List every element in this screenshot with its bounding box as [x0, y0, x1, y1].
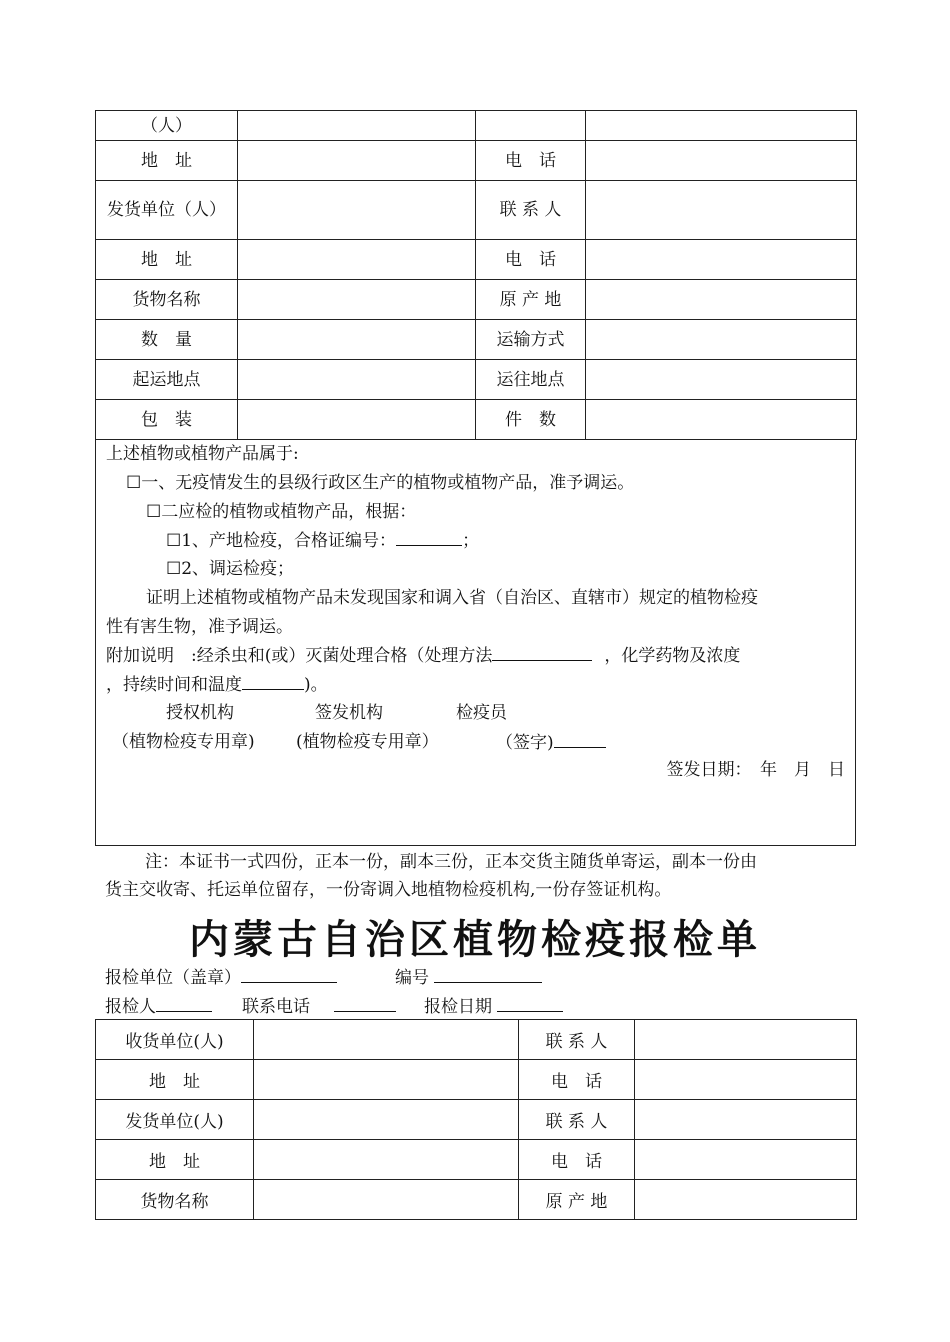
value-cell[interactable] [586, 400, 857, 440]
table-row [96, 141, 857, 181]
table-row [96, 1100, 857, 1140]
value-cell[interactable] [635, 1060, 857, 1100]
signature-blank[interactable] [554, 731, 606, 748]
note-line-2: 货主交收寄、托运单位留存，一份寄调入地植物检疫机构,一份存签证机构。 [105, 880, 672, 900]
proof-line-2: 性有害生物，准予调运。 [106, 617, 293, 637]
row-label [476, 111, 586, 141]
value-cell[interactable] [635, 1100, 857, 1140]
row-label: 电 话 [476, 240, 586, 280]
value-cell[interactable] [586, 320, 857, 360]
semicolon: ； [462, 531, 480, 551]
value-cell[interactable] [238, 400, 476, 440]
proof-line-1: 证明上述植物或植物产品未发现国家和调入省（自治区、直辖市）规定的植物检疫 [146, 588, 758, 608]
table-row [96, 360, 857, 400]
table-row [96, 280, 857, 320]
table-row [96, 320, 857, 360]
row-label: 地 址 [96, 240, 238, 280]
reporter-blank[interactable] [156, 995, 212, 1012]
row-label: 件 数 [476, 400, 586, 440]
row-label: 联 系 人 [519, 1020, 635, 1060]
row-label: 联 系 人 [476, 181, 586, 240]
phone-field [242, 995, 396, 1018]
row-label: 运输方式 [476, 320, 586, 360]
authorized-agency-label: 授权机构 [166, 703, 234, 723]
phone-label: 联系电话 [242, 997, 310, 1017]
row-label: 货物名称 [96, 280, 238, 320]
chemical-label: ，化学药物及浓度 [604, 646, 741, 666]
value-cell[interactable] [254, 1060, 519, 1100]
table-row [96, 1020, 857, 1060]
page-title: 内蒙古自治区植物检疫报检单 [189, 917, 761, 963]
table-row [96, 1180, 857, 1220]
value-cell[interactable] [586, 141, 857, 181]
value-cell[interactable] [635, 1180, 857, 1220]
row-label: 电 话 [519, 1140, 635, 1180]
seal-2-label: (植物检疫专用章） [296, 732, 439, 752]
value-cell[interactable] [238, 141, 476, 181]
extra-notes-line-1 [106, 644, 740, 667]
value-cell[interactable] [238, 111, 476, 141]
number-label: 编号 [395, 968, 429, 988]
row-label: 包 装 [96, 400, 238, 440]
row-label: 电 话 [519, 1060, 635, 1100]
value-cell[interactable] [254, 1180, 519, 1220]
table-row [96, 1060, 857, 1100]
inspector-label: 检疫员 [456, 703, 507, 723]
statement-intro: 上述植物或植物产品属于: [106, 444, 299, 464]
issuing-agency-label: 签发机构 [315, 703, 383, 723]
row-label: 数 量 [96, 320, 238, 360]
row-label: 运往地点 [476, 360, 586, 400]
value-cell[interactable] [635, 1140, 857, 1180]
note-line-1: 注：本证书一式四份，正本一份，副本三份，正本交货主随货单寄运，副本一份由 [145, 852, 757, 872]
reporter-field [105, 995, 212, 1018]
row-label: 联 系 人 [519, 1100, 635, 1140]
table-row [96, 1140, 857, 1180]
report-date-label: 报检日期 [424, 997, 492, 1017]
value-cell[interactable] [586, 360, 857, 400]
signature-field [496, 731, 606, 754]
statement-item-2-1 [166, 529, 479, 552]
certificate-table [95, 110, 857, 440]
certificate-number-blank[interactable] [396, 529, 462, 546]
value-cell[interactable] [586, 111, 857, 141]
number-blank[interactable] [434, 966, 542, 983]
row-label: （人） [96, 111, 238, 141]
row-label: 发货单位（人） [96, 181, 238, 240]
row-label: 发货单位(人) [96, 1100, 254, 1140]
value-cell[interactable] [254, 1100, 519, 1140]
value-cell[interactable] [238, 360, 476, 400]
signature-label: （签字) [496, 733, 554, 753]
value-cell[interactable] [254, 1020, 519, 1060]
row-label: 原 产 地 [476, 280, 586, 320]
row-label: 电 话 [476, 141, 586, 181]
number-field [395, 966, 542, 989]
report-unit-blank[interactable] [241, 966, 337, 983]
extra-notes-line-2 [106, 673, 328, 696]
value-cell[interactable] [238, 280, 476, 320]
row-label: 起运地点 [96, 360, 238, 400]
report-date-field [424, 995, 563, 1018]
table-row [96, 400, 857, 440]
row-label: 货物名称 [96, 1180, 254, 1220]
origin-quarantine-label: ☐1、产地检疫，合格证编号： [166, 531, 397, 551]
report-date-blank[interactable] [497, 995, 563, 1012]
issue-date: 签发日期： 年 月 日 [666, 760, 845, 780]
temperature-blank[interactable] [242, 673, 304, 690]
duration-temperature-label: ，持续时间和温度 [106, 675, 242, 695]
value-cell[interactable] [635, 1020, 857, 1060]
row-label: 收货单位(人) [96, 1020, 254, 1060]
seal-1-label: （植物检疫专用章) [112, 732, 255, 752]
row-label: 原 产 地 [519, 1180, 635, 1220]
value-cell[interactable] [238, 320, 476, 360]
value-cell[interactable] [238, 181, 476, 240]
closing-paren: )。 [304, 675, 328, 695]
value-cell[interactable] [254, 1140, 519, 1180]
value-cell[interactable] [586, 240, 857, 280]
report-table [95, 1019, 857, 1220]
value-cell[interactable] [586, 181, 857, 240]
report-unit-label: 报检单位（盖章） [105, 968, 241, 988]
table-row [96, 181, 857, 240]
extra-notes-label: 附加说明 :经杀虫和(或）灭菌处理合格（处理方法 [106, 646, 493, 666]
row-label: 地 址 [96, 141, 238, 181]
statement-item-2-2: ☐2、调运检疫； [166, 559, 295, 579]
table-row [96, 111, 857, 141]
row-label: 地 址 [96, 1140, 254, 1180]
statement-item-2: ☐二应检的植物或植物产品，根据： [146, 502, 417, 522]
value-cell[interactable] [586, 280, 857, 320]
statement-box [95, 439, 856, 846]
phone-blank[interactable] [334, 995, 396, 1012]
row-label: 地 址 [96, 1060, 254, 1100]
reporter-label: 报检人 [105, 997, 156, 1017]
treatment-method-blank[interactable] [492, 644, 592, 661]
report-unit-field [105, 966, 337, 989]
value-cell[interactable] [238, 240, 476, 280]
table-row [96, 240, 857, 280]
statement-item-1: ☐一、无疫情发生的县级行政区生产的植物或植物产品，准予调运。 [126, 473, 635, 493]
